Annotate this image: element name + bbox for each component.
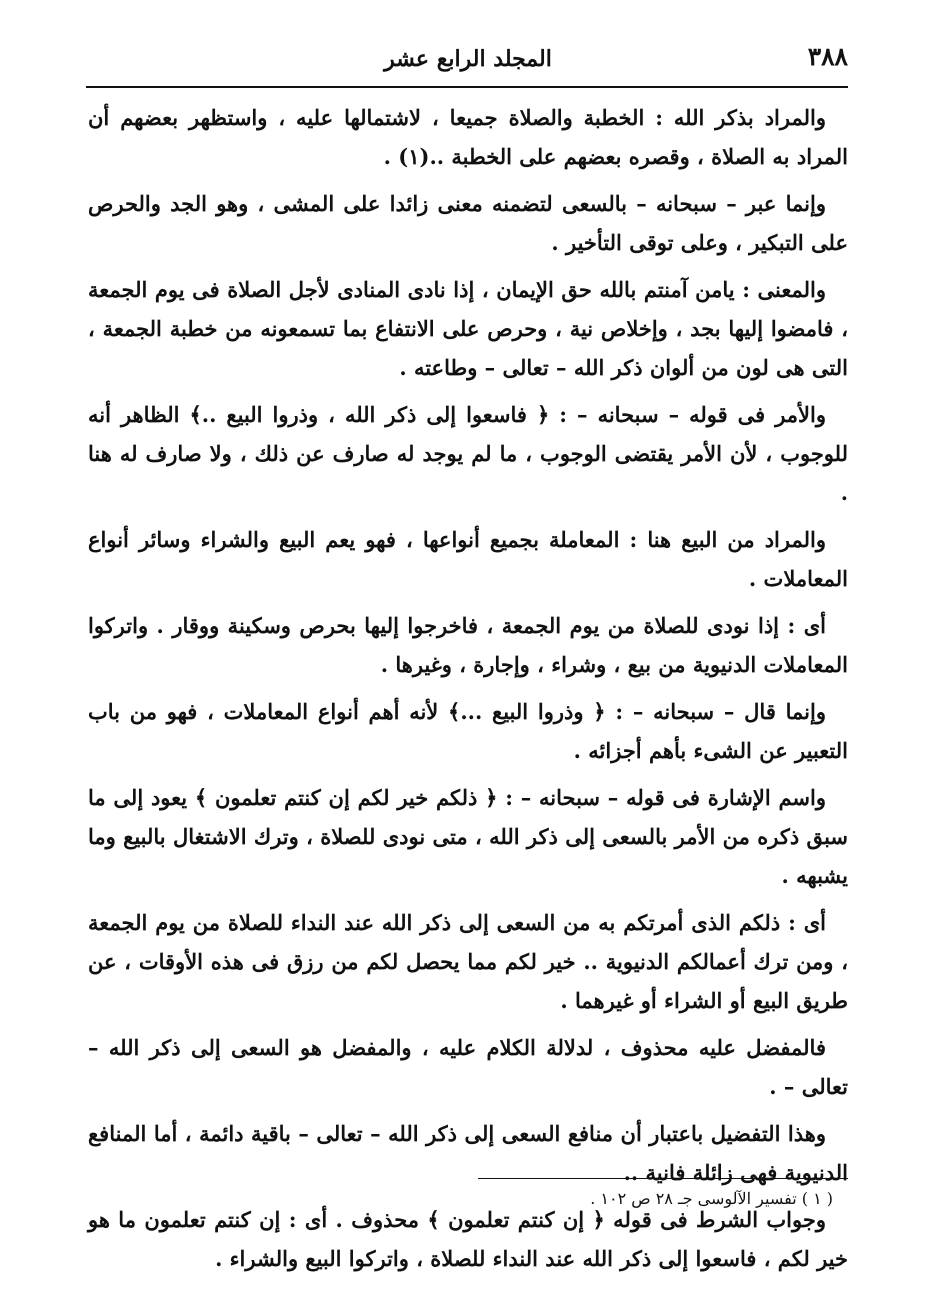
paragraph: والمعنى : يامن آمنتم بالله حق الإيمان ، إذا نادى المنادى لأجل الصلاة فى يوم الجمعة ، فامضوا إليها بجد ، وإخلاص نية ، وحرص على الانتفاع بما تسمعونه من خطبة الجمعة ، التى هى لون من ألوان ذكر الله – تعالى – وطاعته .: [88, 277, 848, 380]
running-title: المجلد الرابع عشر: [384, 46, 552, 72]
paragraph: وإنما عبر – سبحانه – بالسعى لتضمنه معنى زائدا على المشى ، وهو الجد والحرص على التبكير ، وعلى توقى التأخير .: [88, 191, 848, 255]
page-header: [88, 38, 848, 78]
paragraph: أى : ذلكم الذى أمرتكم به من السعى إلى ذكر الله عند النداء للصلاة من يوم الجمعة ، ومن ترك أعمالكم الدنيوية .. خير لكم مما يحصل لكم من رزق فى هذه الأوقات ، عن طريق البيع أو الشراء أو غيرهما .: [88, 910, 848, 1013]
paragraph: والمراد من البيع هنا : المعاملة بجميع أنواعها ، فهو يعم البيع والشراء وسائر أنواع المعاملات .: [88, 527, 848, 591]
paragraph: وجواب الشرط فى قوله ﴿ إن كنتم تعلمون ﴾ محذوف . أى : إن كنتم تعلمون ما هو خير لكم ، فاسعوا إلى ذكر الله عند النداء للصلاة ، واتركوا البيع والشراء .: [88, 1207, 848, 1271]
paragraph: أى : إذا نودى للصلاة من يوم الجمعة ، فاخرجوا إليها بحرص وسكينة ووقار . واتركوا المعاملات الدنيوية من بيع ، وشراء ، وإجارة ، وغيرها .: [88, 613, 848, 677]
paragraph: فالمفضل عليه محذوف ، لدلالة الكلام عليه ، والمفضل هو السعى إلى ذكر الله – تعالى – .: [88, 1035, 848, 1099]
page-number: ٣٨٨: [807, 42, 848, 71]
body-text: [88, 98, 848, 1286]
paragraph: والأمر فى قوله – سبحانه – : ﴿ فاسعوا إلى ذكر الله ، وذروا البيع ..﴾ الظاهر أنه للوجوب ، لأن الأمر يقتضى الوجوب ، ما لم يوجد له صارف عن ذلك ، ولا صارف له هنا .: [88, 402, 848, 505]
paragraph: وإنما قال – سبحانه – : ﴿ وذروا البيع ...﴾ لأنه أهم أنواع المعاملات ، فهو من باب التعبير عن الشىء بأهم أجزائه .: [88, 699, 848, 763]
paragraph: والمراد بذكر الله : الخطبة والصلاة جميعا ، لاشتمالها عليه ، واستظهر بعضهم أن المراد به الصلاة ، وقصره بعضهم على الخطبة ..(١) .: [88, 105, 848, 169]
paragraph: وهذا التفضيل باعتبار أن منافع السعى إلى ذكر الله – تعالى – باقية دائمة ، أما المنافع الدنيوية فهى زائلة فانية ..: [88, 1121, 848, 1185]
paragraph: واسم الإشارة فى قوله – سبحانه – : ﴿ ذلكم خير لكم إن كنتم تعلمون ﴾ يعود إلى ما سبق ذكره من الأمر بالسعى إلى ذكر الله ، متى نودى للصلاة ، وترك الاشتغال بالبيع وما يشبهه .: [88, 785, 848, 888]
header-rule: [86, 86, 848, 88]
footnote: ( ١ ) تفسير الآلوسى جـ ٢٨ ص ١٠٢ .: [590, 1189, 833, 1208]
footnote-rule: [478, 1178, 848, 1179]
